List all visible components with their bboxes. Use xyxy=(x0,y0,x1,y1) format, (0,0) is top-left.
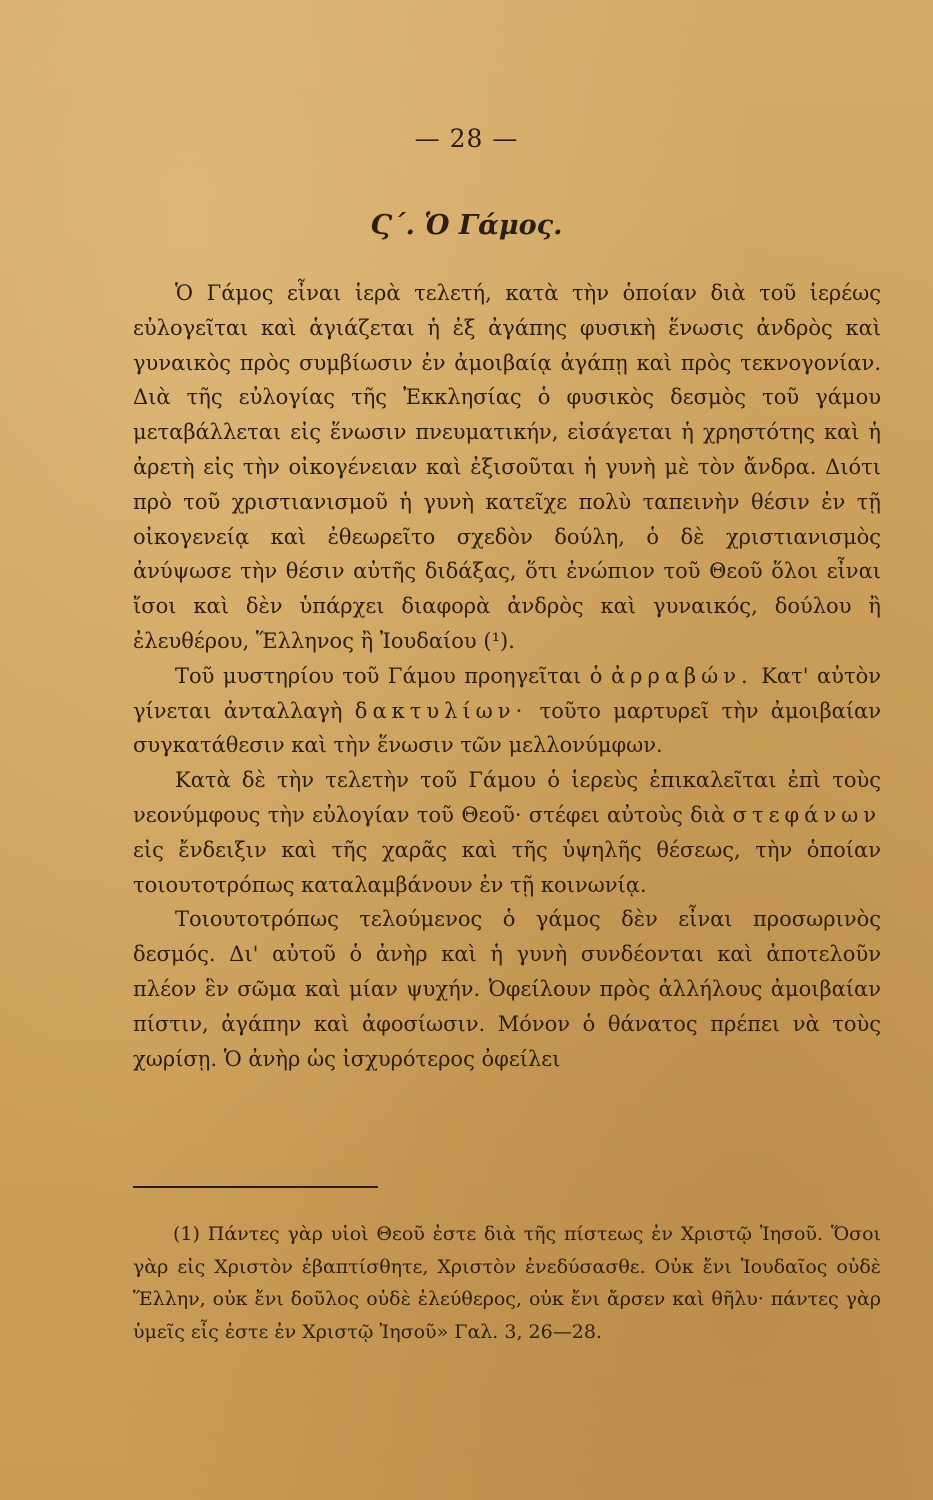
spaced-term-stefanon: στεφάνων xyxy=(732,802,881,827)
paragraph-3-text-start: Κατὰ δὲ τὴν τελετὴν τοῦ Γάμου ὁ ἱερεὺς ἐπικαλεῖται ἐπὶ τοὺς νεονύμφους τὴν εὐλογίαν τοῦ Θεοῦ· στέφει αὐτοὺς διὰ xyxy=(133,768,881,827)
paragraph-4 xyxy=(133,902,881,1076)
chapter-title: Ϛ΄. Ὁ Γάμος. xyxy=(370,210,563,241)
footnote-divider xyxy=(133,1186,378,1188)
footnote-text: (1) Πάντες γὰρ υἱοὶ Θεοῦ ἐστε διὰ τῆς πίστεως ἐν Χριστῷ Ἰησοῦ. Ὅσοι γὰρ εἰς Χριστὸν ἐβαπτίσθητε, Χριστὸν ἐνεδύσασθε. Οὐκ ἔνι Ἰουδαῖος οὐδὲ Ἕλλην, οὐκ ἔνι δοῦλος οὐδὲ ἐλεύθερος, οὐκ ἔνι ἄρσεν καὶ θῆλυ· πάντες γὰρ ὑμεῖς εἷς ἐστε ἐν Χριστῷ Ἰησοῦ» Γαλ. 3, 26—28. xyxy=(133,1223,881,1343)
footnote xyxy=(133,1218,881,1348)
paragraph-2-text-end: τοῦτο μαρτυρεῖ τὴν ἀμοιβαίαν συγκατάθεσιν καὶ τὴν ἕνωσιν τῶν μελλονύμφων. xyxy=(133,698,881,758)
page-number: — 28 — xyxy=(414,124,519,153)
paragraph-3 xyxy=(133,763,881,902)
paragraph-1 xyxy=(133,276,881,659)
paragraph-3-text-end: εἰς ἔνδειξιν καὶ τῆς χαρᾶς καὶ τῆς ὑψηλῆς θέσεως, τὴν ὁποίαν τοιουτοτρόπως καταλαμβάνουν ἐν τῇ κοινωνίᾳ. xyxy=(133,837,881,897)
footnote-reference: (¹). xyxy=(483,628,515,653)
spaced-term-daktylion: δακτυλίων· xyxy=(354,698,528,723)
spaced-term-arrabon: ἀρραβών. xyxy=(610,663,753,688)
paragraph-2 xyxy=(133,659,881,763)
paragraph-4-text: Τοιουτοτρόπως τελούμενος ὁ γάμος δὲν εἶναι προσωρινὸς δεσμός. Δι' αὐτοῦ ὁ ἀνὴρ καὶ ἡ γυνὴ συνδέονται καὶ ἀποτελοῦν πλέον ἓν σῶμα καὶ μίαν ψυχήν. Ὀφείλουν πρὸς ἀλλήλους ἀμοιβαίαν πίστιν, ἀγάπην καὶ ἀφοσίωσιν. Μόνον ὁ θάνατος πρέπει νὰ τοὺς χωρίσῃ. Ὁ ἀνὴρ ὡς ἰσχυρότερος ὀφείλει xyxy=(133,907,881,1071)
body-text xyxy=(133,276,881,1076)
paragraph-2-text-mid: Κατ' αὐτὸν γίνεται ἀνταλλαγὴ xyxy=(133,663,881,723)
paragraph-1-text: Ὁ Γάμος εἶναι ἱερὰ τελετή, κατὰ τὴν ὁποίαν διὰ τοῦ ἱερέως εὐλογεῖται καὶ ἁγιάζεται ἡ ἐξ ἀγάπης φυσικὴ ἕνωσις ἀνδρὸς καὶ γυναικὸς πρὸς συμβίωσιν ἐν ἀμοιβαίᾳ ἀγάπῃ καὶ πρὸς τεκνογονίαν. Διὰ τῆς εὐλογίας τῆς Ἐκκλησίας ὁ φυσικὸς δεσμὸς τοῦ γάμου μεταβάλλεται εἰς ἕνωσιν πνευματικήν, εἰσάγεται ἡ χρηστότης καὶ ἡ ἀρετὴ εἰς τὴν οἰκογένειαν καὶ ἐξισοῦται ἡ γυνὴ μὲ τὸν ἄνδρα. Διότι πρὸ τοῦ χριστιανισμοῦ ἡ γυνὴ κατεῖχε πολὺ ταπεινὴν θέσιν ἐν τῇ οἰκογενείᾳ καὶ ἐθεωρεῖτο σχεδὸν δούλη, ὁ δὲ χριστιανισμὸς ἀνύψωσε τὴν θέσιν αὐτῆς διδάξας, ὅτι ἐνώπιον τοῦ Θεοῦ ὅλοι εἶναι ἴσοι καὶ δὲν ὑπάρχει διαφορὰ ἀνδρὸς καὶ γυναικός, δούλου ἢ ἐλευθέρου, Ἕλληνος ἢ Ἰουδαίου xyxy=(133,281,881,653)
paragraph-2-text-start: Τοῦ μυστηρίου τοῦ Γάμου προηγεῖται ὁ xyxy=(175,663,603,688)
